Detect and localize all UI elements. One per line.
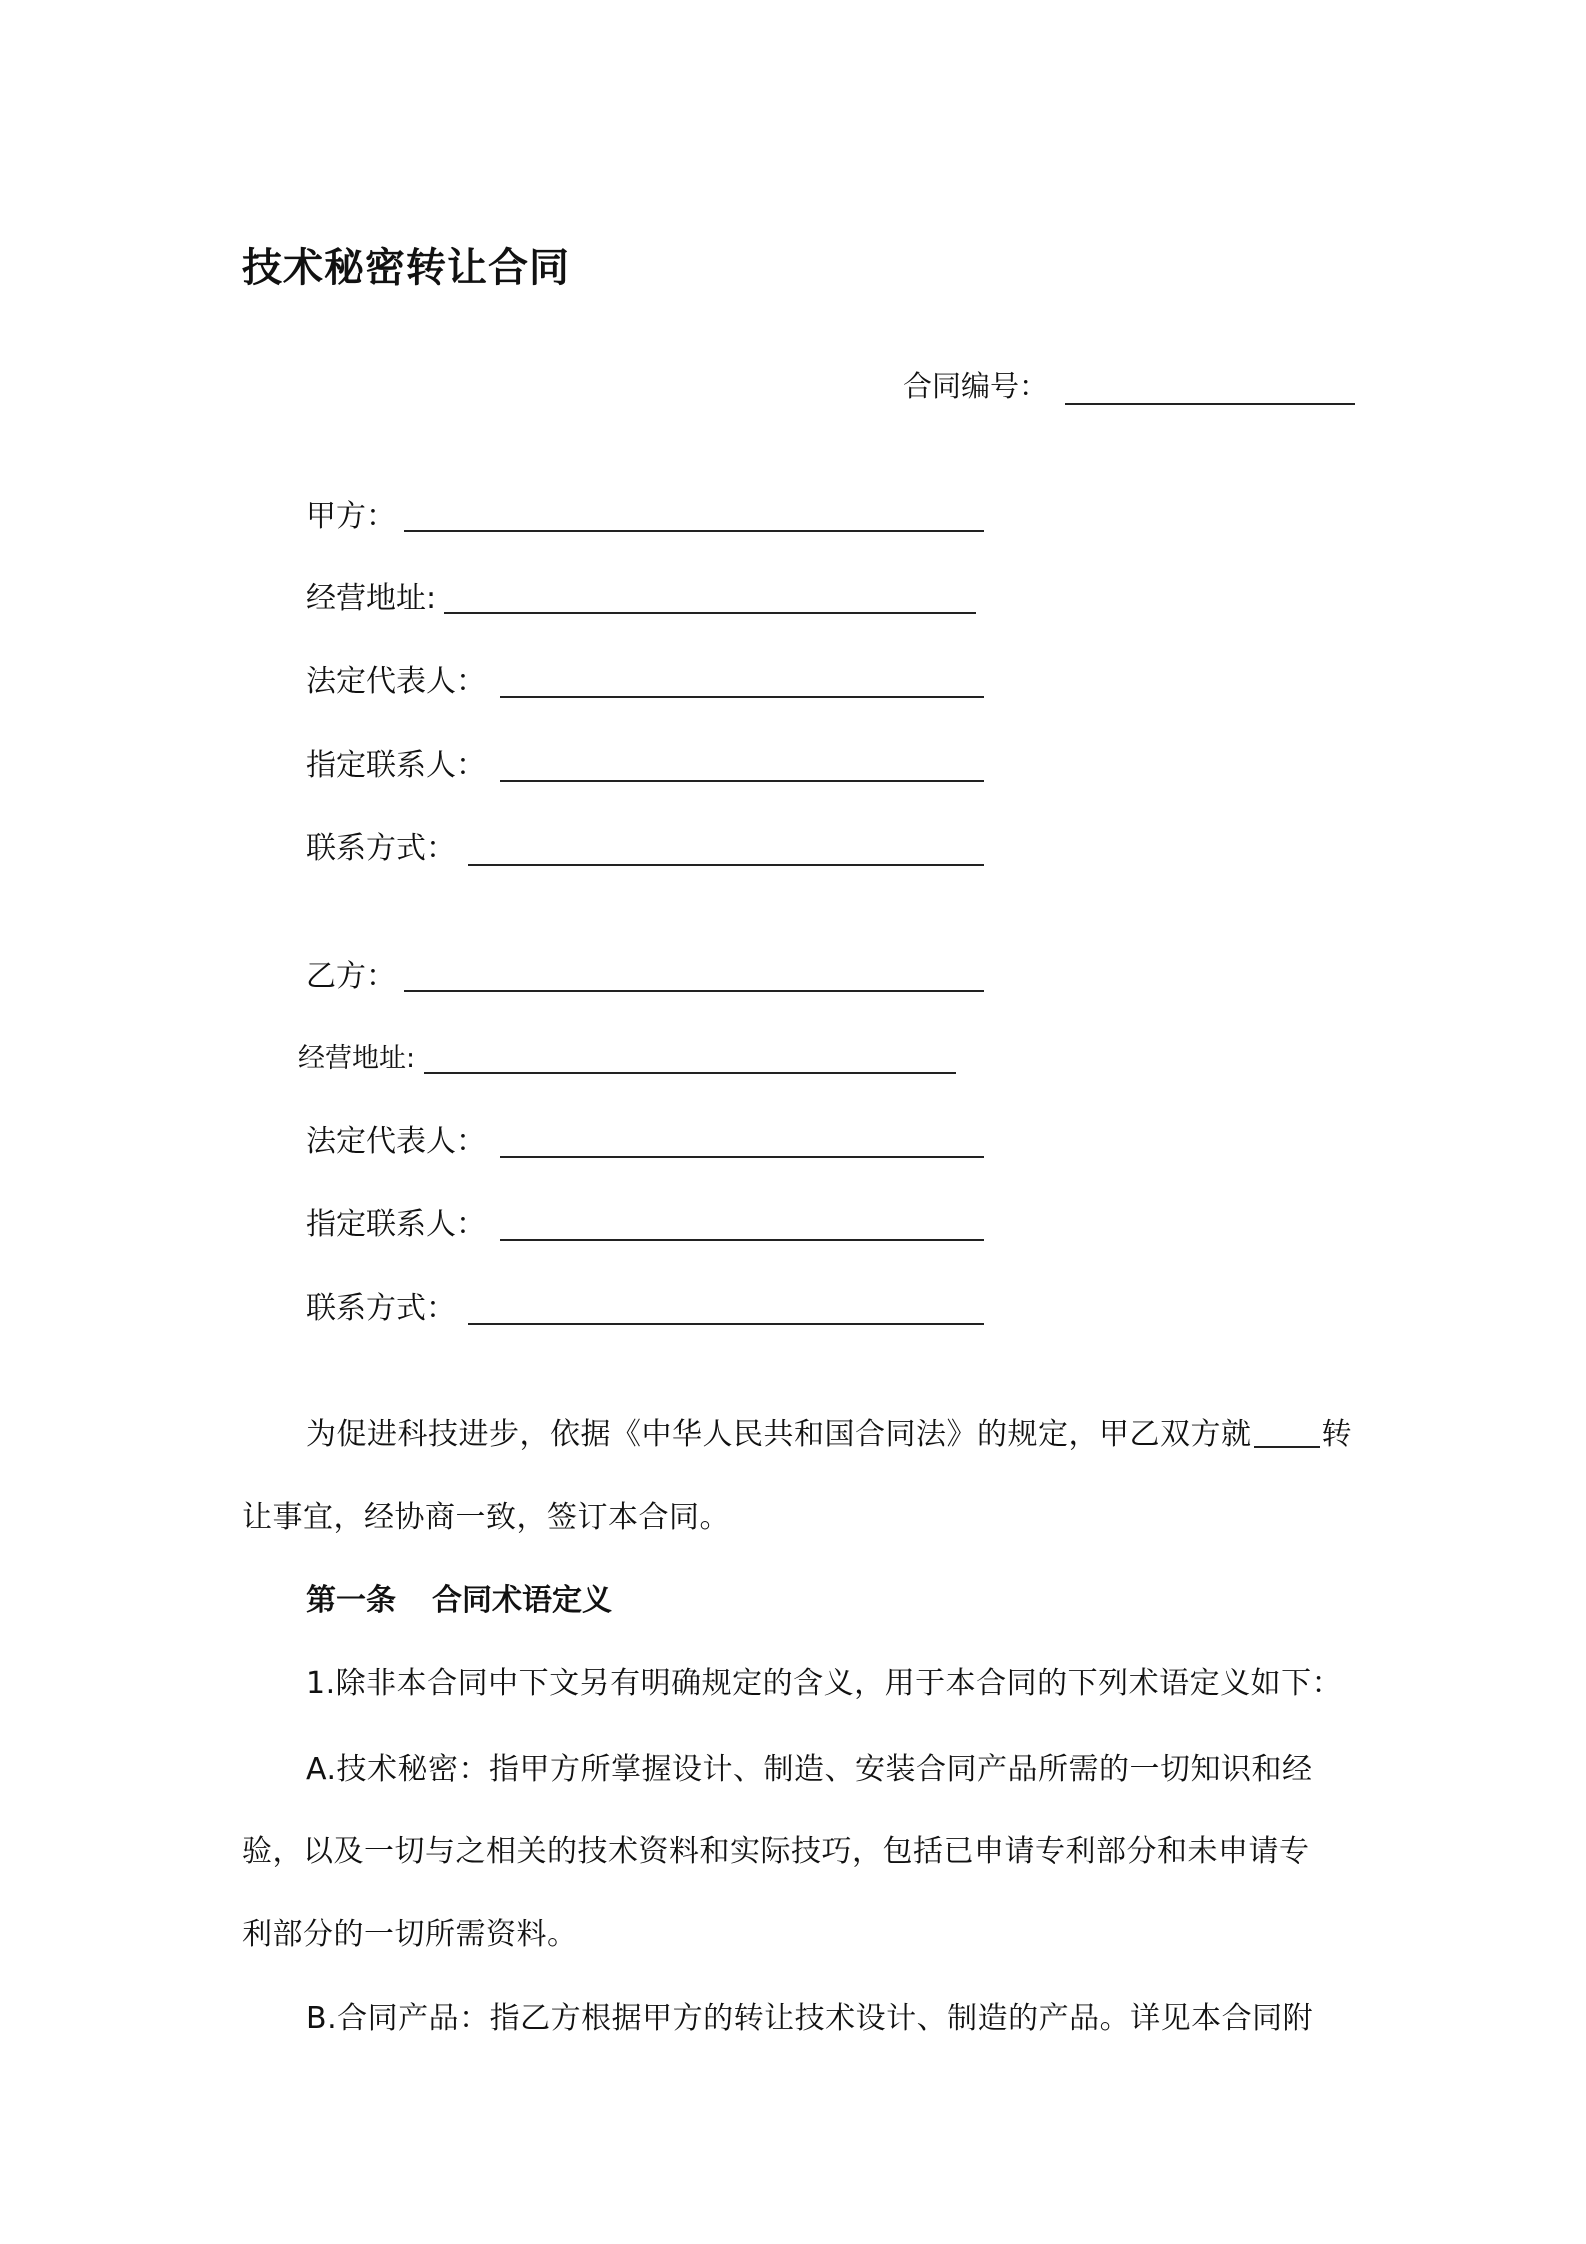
party-a-address-label: 经营地址: xyxy=(306,581,437,616)
party-b-contact-info-label: 联系方式： xyxy=(306,1291,456,1326)
party-b-contact-person-label: 指定联系人： xyxy=(306,1207,486,1242)
party-b-contact-info-blank[interactable] xyxy=(468,1323,984,1325)
transfer-subject-blank[interactable] xyxy=(1254,1416,1320,1448)
intro-paragraph-line-1 xyxy=(306,1409,1352,1453)
party-b-address-label: 经营地址: xyxy=(298,1043,416,1074)
document-title: 技术秘密转让合同 xyxy=(242,245,570,291)
party-b-name-blank[interactable] xyxy=(404,990,984,992)
party-a-contact-person-label: 指定联系人： xyxy=(306,748,486,783)
article-1-title: 合同术语定义 xyxy=(432,1583,612,1618)
contract-number-blank[interactable] xyxy=(1065,403,1355,405)
party-b-address-blank[interactable] xyxy=(424,1072,956,1074)
party-a-legal-rep-blank[interactable] xyxy=(500,696,984,698)
clause-1-text: 1.除非本合同中下文另有明确规定的含义，用于本合同的下列术语定义如下： xyxy=(306,1666,1343,1701)
party-b-legal-rep-blank[interactable] xyxy=(500,1156,984,1158)
party-a-contact-info-blank[interactable] xyxy=(468,864,984,866)
clause-a-line-3: 利部分的一切所需资料。 xyxy=(242,1917,578,1952)
clause-b-line-1: B.合同产品：指乙方根据甲方的转让技术设计、制造的产品。详见本合同附 xyxy=(306,2001,1314,2036)
party-a-name-blank[interactable] xyxy=(404,530,984,532)
clause-a-line-1: A.技术秘密：指甲方所掌握设计、制造、安装合同产品所需的一切知识和经 xyxy=(306,1752,1313,1787)
article-1-number: 第一条 xyxy=(306,1583,396,1618)
party-a-name-label: 甲方： xyxy=(306,499,396,534)
intro-text-after-blank: 转 xyxy=(1321,1417,1352,1452)
article-1-heading xyxy=(306,1575,612,1619)
party-a-legal-rep-label: 法定代表人： xyxy=(306,664,486,699)
clause-a-line-2: 验，以及一切与之相关的技术资料和实际技巧，包括已申请专利部分和未申请专 xyxy=(242,1834,1310,1869)
party-a-contact-info-label: 联系方式： xyxy=(306,831,456,866)
party-a-address-blank[interactable] xyxy=(444,612,976,614)
contract-number-label: 合同编号： xyxy=(903,369,1049,403)
intro-paragraph-line-2: 让事宜，经协商一致，签订本合同。 xyxy=(242,1500,730,1535)
party-a-contact-person-blank[interactable] xyxy=(500,780,984,782)
party-b-contact-person-blank[interactable] xyxy=(500,1239,984,1241)
party-b-legal-rep-label: 法定代表人： xyxy=(306,1124,486,1159)
intro-text-before-blank: 为促进科技进步，依据《中华人民共和国合同法》的规定，甲乙双方就 xyxy=(306,1417,1252,1452)
party-b-name-label: 乙方： xyxy=(306,959,396,994)
